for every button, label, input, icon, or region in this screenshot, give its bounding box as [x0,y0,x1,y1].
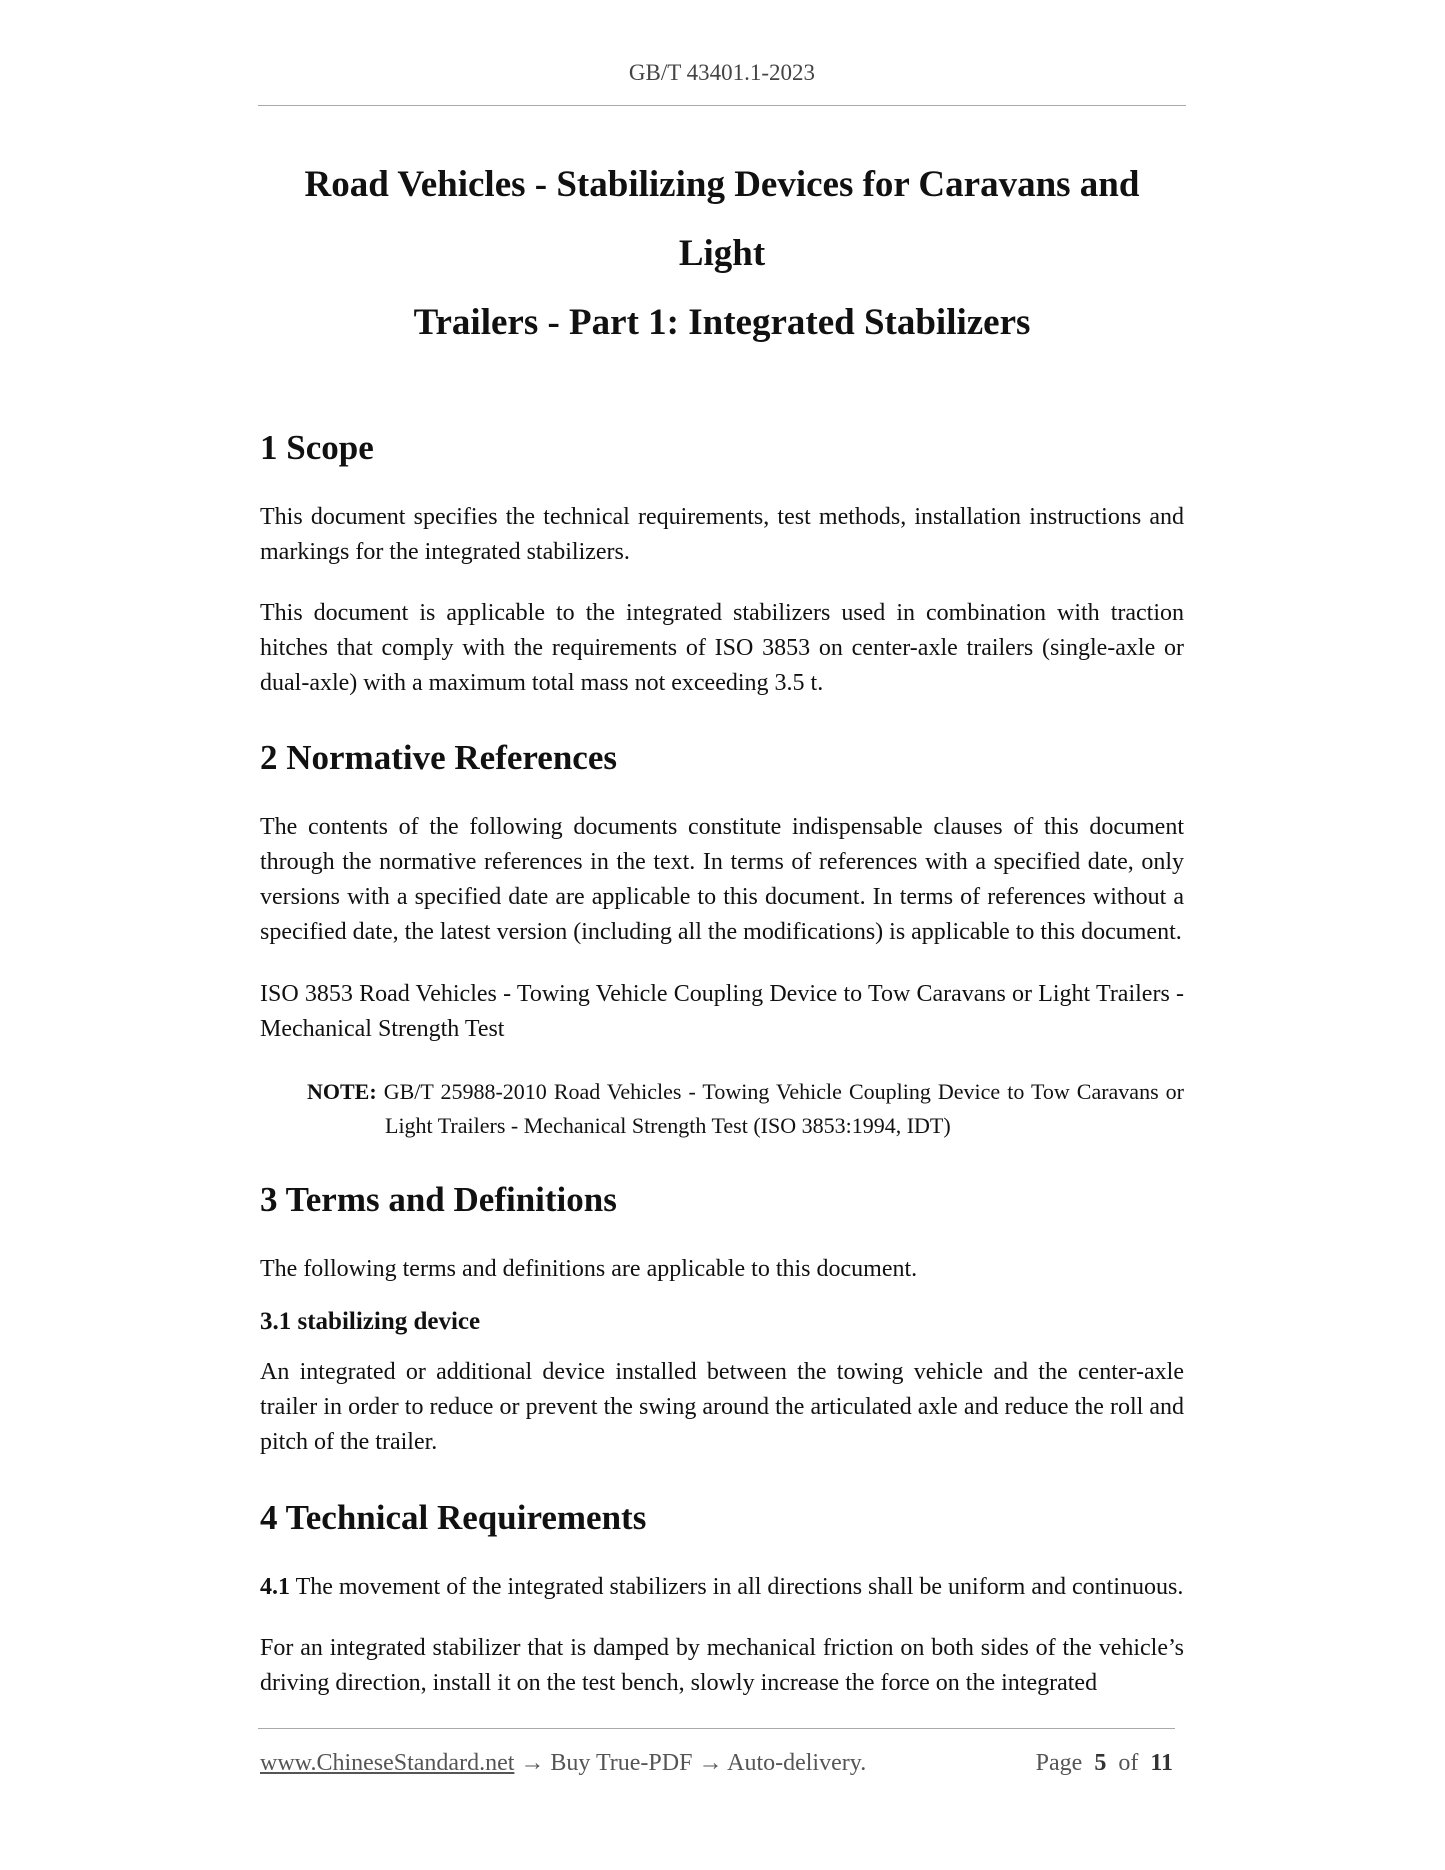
heading-technical-requirements: 4 Technical Requirements [260,1498,647,1537]
heading-normative-references: 2 Normative References [260,738,617,777]
heading-terms-definitions: 3 Terms and Definitions [260,1180,617,1219]
page-word: Page [1035,1750,1083,1776]
page-content [260,150,1184,1701]
clause-4-1-text: The movement of the integrated stabilizers in all directions shall be uniform and continuous. [290,1574,1184,1600]
document-title [260,150,1184,357]
terms-paragraph-1: The following terms and definitions are applicable to this document. [260,1256,918,1282]
terms-definition-paragraph: An integrated or additional device installed between the towing vehicle and the center-axle trailer in order to reduce or prevent the swing around the articulated axle and reduce the roll and pitch of the trailer. [260,1359,1184,1455]
normative-paragraph-1: The contents of the following documents constitute indispensable clauses of this document through the normative references in the text. In terms of references with a specified date, only versions with a specified date are applicable to this document. In terms of references without a specified date, the latest version (including all the modifications) is applicable to this document. [260,814,1184,945]
clause-4-1-number: 4.1 [260,1574,290,1600]
running-header: GB/T 43401.1-2023 [628,60,816,85]
page-current: 5 [1094,1750,1107,1776]
footer-promo [260,1750,866,1777]
normative-reference-iso3853: ISO 3853 Road Vehicles - Towing Vehicle Coupling Device to Tow Caravans or Light Trailers - Mechanical Strength Test [260,981,1184,1042]
page-total: 11 [1150,1750,1173,1776]
technical-paragraph-2: For an integrated stabilizer that is damped by mechanical friction on both sides of the vehicle’s driving direction, install it on the test bench, slowly increase the force on the integrated [260,1635,1184,1696]
title-line-1: Road Vehicles - Stabilizing Devices for Caravans and Light [304,164,1140,274]
header-divider [258,105,1186,106]
of-word: of [1118,1750,1139,1776]
page-number [1036,1750,1173,1777]
chinesestandard-link[interactable]: www.ChineseStandard.net [260,1750,515,1776]
note-label: NOTE: [307,1079,377,1104]
subheading-stabilizing-device: 3.1 stabilizing device [260,1308,481,1335]
normative-note [307,1075,1184,1143]
footer-promo-text: → Buy True-PDF → Auto-delivery. [514,1750,867,1776]
footer-divider [258,1728,1175,1729]
note-text: GB/T 25988-2010 Road Vehicles - Towing Vehicle Coupling Device to Tow Caravans or Light Trailers - Mechanical Strength Test (ISO 3853:1994, IDT) [383,1079,1184,1138]
title-line-2: Trailers - Part 1: Integrated Stabilizers [413,302,1031,343]
scope-paragraph-2: This document is applicable to the integrated stabilizers used in combination with traction hitches that comply with the requirements of ISO 3853 on center-axle trailers (single-axle or dual-axle) with a maximum total mass not exceeding 3.5 t. [260,600,1184,696]
scope-paragraph-1: This document specifies the technical requirements, test methods, installation instructions and markings for the integrated stabilizers. [260,504,1184,565]
heading-scope: 1 Scope [260,428,374,467]
clause-4-1 [260,1570,1184,1605]
